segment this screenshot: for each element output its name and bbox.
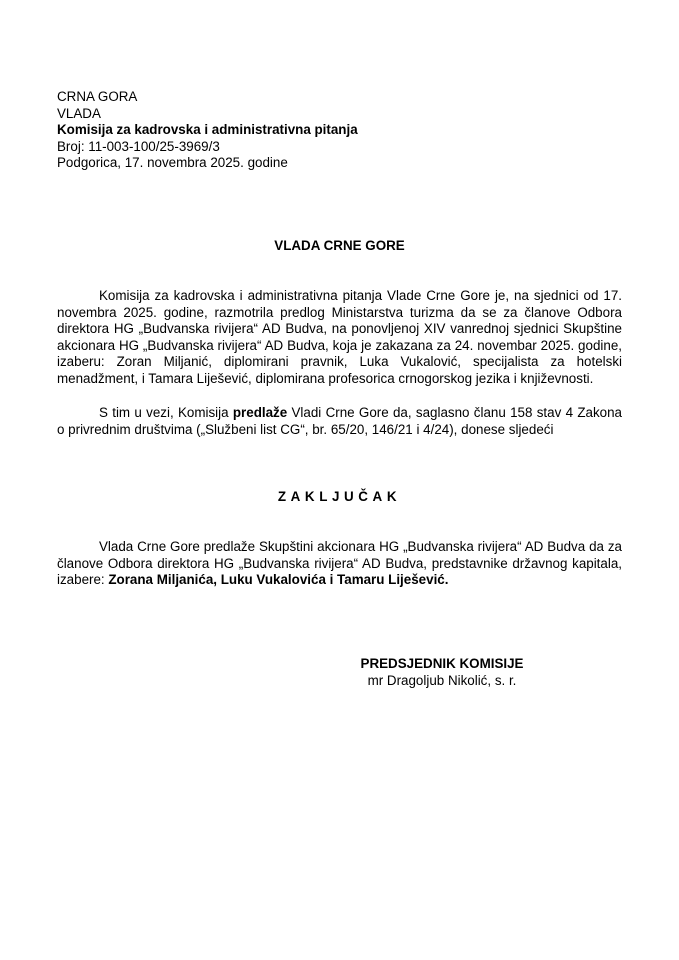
- addressee-heading: VLADA CRNE GORE: [274, 238, 405, 253]
- signatory-name: mr Dragoljub Nikolić, s. r.: [367, 672, 517, 688]
- conclusion-names: Zorana Miljanića, Luku Vukalovića i Tamaru Liješević.: [108, 572, 449, 588]
- government-name: VLADA: [57, 105, 101, 121]
- signatory-role: PREDSJEDNIK KOMISIJE: [360, 656, 524, 671]
- body-paragraph-1-text: Komisija za kadrovska i administrativna pitanja Vlade Crne Gore je, na sjednici od 17. novembra 2025. godine, razmotrila predlog Ministarstva turizma da se za članove Odbora direktora HG „Budvanska rivijera“ AD Budva, na ponovljenoj XIV vanrednoj sjednici Skupštine akcionara HG „Budvanska rivijera“ AD Budva, koja je zakazana za 24. novembar 2025. godine, izaberu: Zoran Miljanić, diplomirani pravnik, Luka Vukalović, specijalista za hotelski menadžment, i Tamara Liješević, diplomirana profesorica crnogorskog jezika i književnosti.: [57, 288, 622, 386]
- place-and-date: Podgorica, 17. novembra 2025. godine: [57, 155, 288, 171]
- body-paragraph-2-start: S tim u vezi, Komisija: [99, 405, 233, 420]
- conclusion-text: Vlada Crne Gore predlaže Skupštini akcionara HG „Budvanska rivijera“ AD Budva da za članove Odbora direktora HG „Budvanska rivijera“ AD Budva, predstavnike državnog kapitala, izabere:: [57, 539, 622, 588]
- commission-name: Komisija za kadrovska i administrativna pitanja: [57, 122, 358, 138]
- body-paragraph-2-end: Vladi Crne Gore da, saglasno članu 158 stav 4 Zakona o privrednim društvima („Službeni list CG“, br. 65/20, 146/21 i 4/24), donese sljedeći: [57, 405, 623, 437]
- country-name: CRNA GORA: [57, 89, 138, 104]
- conclusion-paragraph: [57, 539, 622, 589]
- conclusion-heading: ZAKLJUČAK: [277, 489, 402, 504]
- body-paragraph-1: [57, 288, 622, 388]
- body-paragraph-2-bold: predlaže: [232, 405, 288, 420]
- signature-block: [351, 656, 533, 689]
- letterhead: [57, 89, 457, 172]
- body-paragraph-2: [57, 405, 622, 438]
- reference-number: Broj: 11-003-100/25-3969/3: [57, 138, 220, 154]
